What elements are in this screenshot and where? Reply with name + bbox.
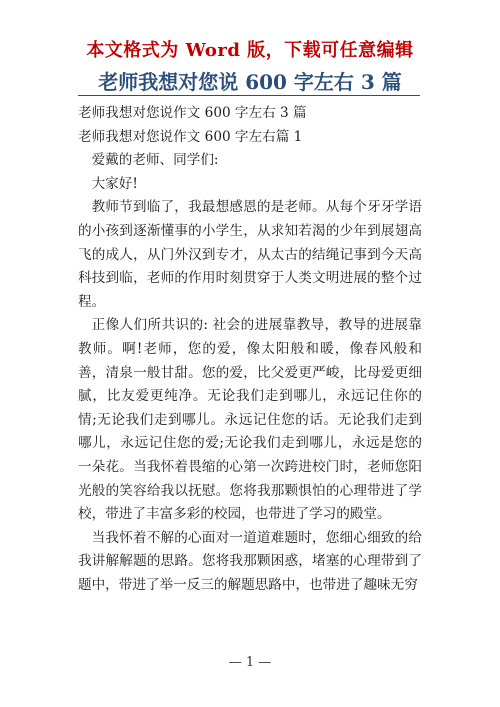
article-heading: 老师我想对您说作文 600 字左右 3 篇 [78,105,307,121]
word-format-banner: 本文格式为 Word 版，下载可任意编辑 [86,40,414,61]
document-title: 老师我想对您说 600 字左右 3 篇 [98,70,402,94]
paragraph: 当我怀着不解的心面对一道道难题时，您细心细致的给我讲解解题的思路。您将我那颗困惑，堵塞的心理带到了题中，带进了举一反三的解题思路中，也带进了趣味无穷 [78,529,422,593]
greeting-line: 爱戴的老师、同学们: [91,152,219,169]
greeting-line: 大家好! [91,175,138,192]
document-body [78,102,422,597]
article-subheading: 老师我想对您说作文 600 字左右篇 1 [78,128,303,145]
page-number: — 1 — [228,655,272,670]
title-underline [78,95,420,96]
paragraph: 正像人们所共识的: 社会的进展靠教导，教导的进展靠教师。啊!老师，您的爱，像太阳般和暖，像春风般和善，清泉一般甘甜。您的爱，比父爱更严峻，比母爱更细腻，比友爱更纯净。无论我们走到哪儿，永远记住你的情;无论我们走到哪儿。永远记住您的话。无论我们走到哪儿，永远记住您的爱;无论我们走到哪儿，永远是您的一朵花。当我怀着畏缩的心第一次跨进校门时，老师您阳光般的笑容给我以抚慰。您将我那颗惧怕的心理带进了学校，带进了丰富多彩的校园，也带进了学习的殿堂。 [78,317,422,523]
paragraph: 教师节到临了，我最想感恩的是老师。从每个牙牙学语的小孩到逐渐懂事的小学生，从求知若渴的少年到展翅高飞的成人，从门外汉到专才，从太古的结绳记事到今天高科技到临，老师的作用时刻贯穿于人类文明进展的整个过程。 [78,199,422,310]
